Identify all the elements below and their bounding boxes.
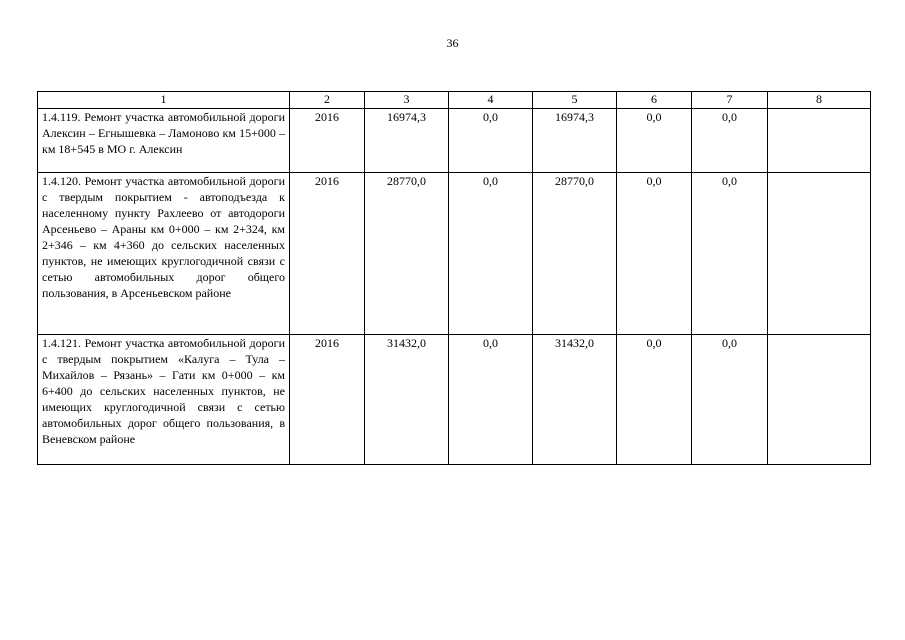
page-number: 36 <box>446 36 459 50</box>
row-col5: 28770,0 <box>533 173 617 335</box>
header-row <box>38 92 871 109</box>
table-row <box>38 173 871 335</box>
row-year: 2016 <box>290 109 365 173</box>
row-description: 1.4.120. Ремонт участка автомобильной дороги с твердым покрытием - автоподъезда к населенному пункту Рахлеево от автодороги Арсеньево – Араны км 0+000 – км 2+324, км 2+346 – км 4+360 до сельских населенных пунктов, не имеющих круглогодичной связи с сетью автомобильных дорог общего пользования, в Арсеньевском районе <box>38 173 290 335</box>
row-total: 28770,0 <box>365 173 449 335</box>
row-year: 2016 <box>290 335 365 465</box>
row-col8 <box>768 173 871 335</box>
row-description: 1.4.121. Ремонт участка автомобильной дороги с твердым покрытием «Калуга – Тула – Михайлов – Рязань» – Гати км 0+000 – км 6+400 до сельских населенных пунктов, не имеющих круглогодичной связи с сетью автомобильных дорог общего пользования, в Веневском районе <box>38 335 290 465</box>
road-repair-table <box>37 91 871 465</box>
row-col8 <box>768 109 871 173</box>
column-header-3: 3 <box>365 92 449 109</box>
column-header-4: 4 <box>449 92 533 109</box>
table-row <box>38 335 871 465</box>
row-col7: 0,0 <box>692 173 768 335</box>
column-header-5: 5 <box>533 92 617 109</box>
row-total: 31432,0 <box>365 335 449 465</box>
row-description: 1.4.119. Ремонт участка автомобильной дороги Алексин – Егнышевка – Ламоново км 15+000 – км 18+545 в МО г. Алексин <box>38 109 290 173</box>
row-total: 16974,3 <box>365 109 449 173</box>
column-header-8: 8 <box>768 92 871 109</box>
table-row <box>38 109 871 173</box>
row-col8 <box>768 335 871 465</box>
row-col6: 0,0 <box>617 109 692 173</box>
row-col4: 0,0 <box>449 109 533 173</box>
column-header-6: 6 <box>617 92 692 109</box>
row-col4: 0,0 <box>449 173 533 335</box>
column-header-7: 7 <box>692 92 768 109</box>
row-col5: 16974,3 <box>533 109 617 173</box>
row-col6: 0,0 <box>617 173 692 335</box>
row-year: 2016 <box>290 173 365 335</box>
row-col7: 0,0 <box>692 335 768 465</box>
row-col4: 0,0 <box>449 335 533 465</box>
row-col6: 0,0 <box>617 335 692 465</box>
row-col7: 0,0 <box>692 109 768 173</box>
column-header-1: 1 <box>38 92 290 109</box>
column-header-2: 2 <box>290 92 365 109</box>
row-col5: 31432,0 <box>533 335 617 465</box>
